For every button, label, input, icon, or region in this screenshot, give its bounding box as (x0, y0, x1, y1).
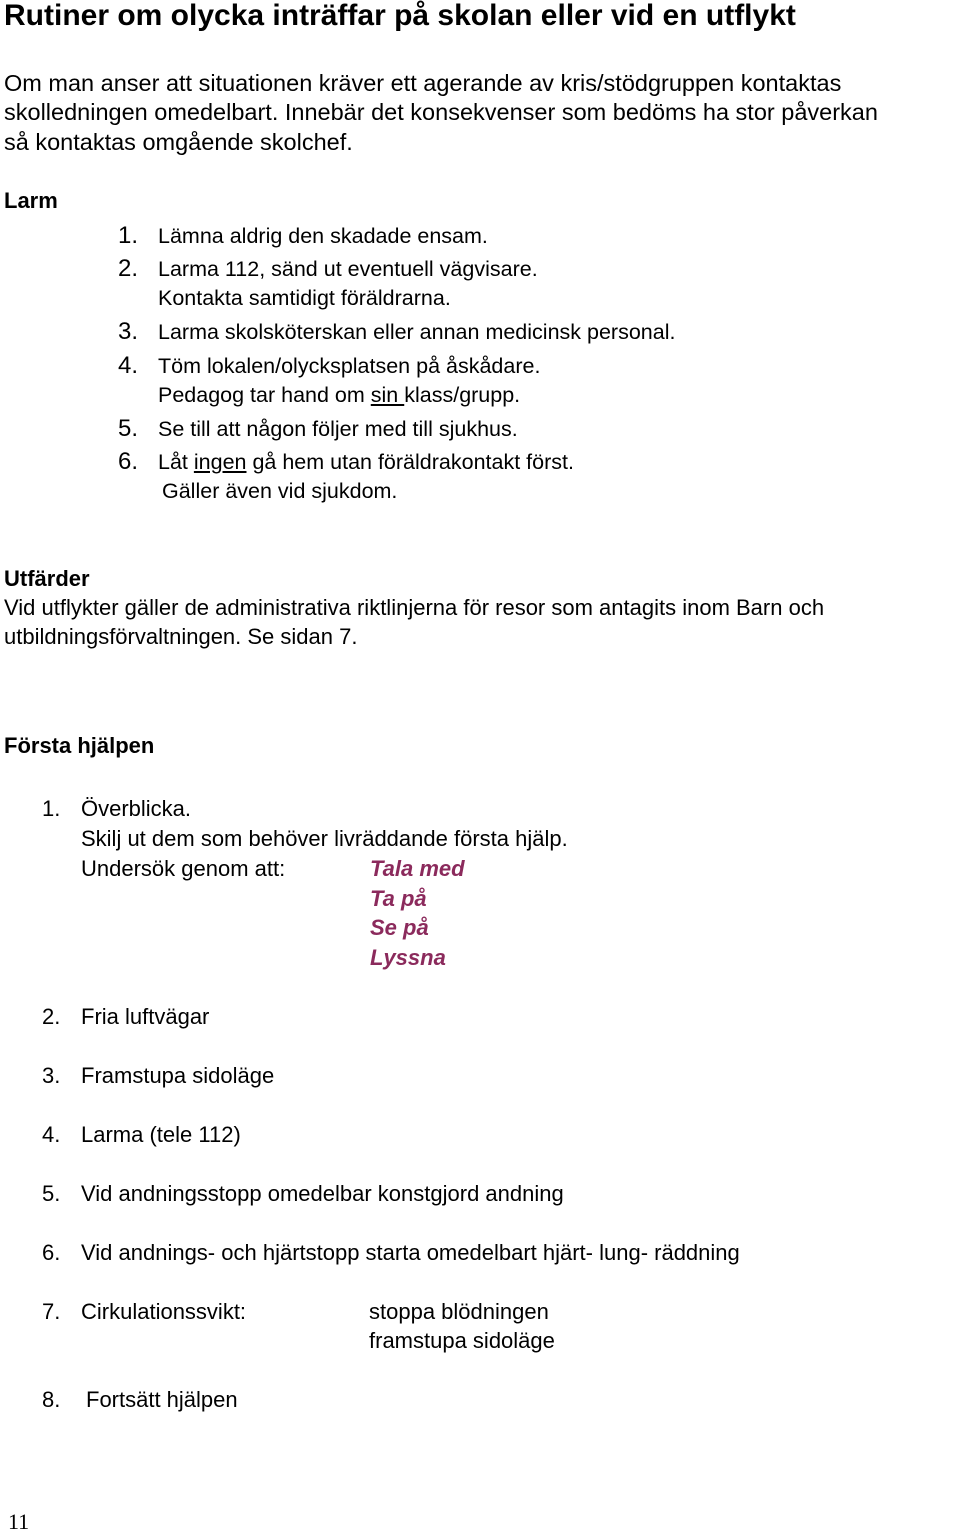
list-number: 5. (42, 1181, 61, 1206)
underlined-text: sin (370, 383, 405, 407)
page-number: 11 (8, 1509, 30, 1534)
list-number: 3. (42, 1063, 61, 1088)
list-number: 1. (42, 796, 61, 821)
list-item-continuation: Gäller även vid sjukdom. (162, 479, 398, 503)
intro-line: skolledningen omedelbart. Innebär det konsekvenser som bedöms ha stor påverkan (4, 99, 878, 125)
list-number: 2. (42, 1004, 61, 1029)
page-title: Rutiner om olycka inträffar på skolan eller vid en utflykt (4, 0, 796, 32)
list-item: Vid andningsstopp omedelbar konstgjord andning (81, 1181, 564, 1206)
check-step: Lyssna (370, 945, 446, 970)
intro-line: Om man anser att situationen kräver ett agerande av kris/stödgruppen kontaktas (4, 70, 842, 96)
list-number: 4. (118, 352, 139, 379)
list-number: 1. (118, 222, 139, 249)
list-item: Vid andnings- och hjärtstopp starta omedelbart hjärt- lung- räddning (81, 1240, 740, 1265)
list-number: 6. (42, 1240, 61, 1265)
list-item-continuation: Skilj ut dem som behöver livräddande första hjälp. (81, 826, 568, 851)
check-step: Ta på (370, 886, 427, 911)
paragraph-line: Vid utflykter gäller de administrativa riktlinjerna för resor som antagits inom Barn och (4, 595, 825, 620)
list-item: Larma 112, sänd ut eventuell vägvisare. (158, 257, 538, 281)
section-heading-forsta-hjalpen: Första hjälpen (4, 733, 155, 758)
list-item-continuation (158, 381, 520, 409)
list-item-continuation: Kontakta samtidigt föräldrarna. (158, 286, 451, 310)
list-item (158, 448, 574, 476)
list-item: Se till att någon följer med till sjukhus. (158, 417, 518, 441)
list-item: Cirkulationssvikt: (81, 1299, 247, 1324)
list-number: 4. (42, 1122, 61, 1147)
list-item: Framstupa sidoläge (81, 1063, 275, 1088)
intro-line: så kontaktas omgående skolchef. (4, 129, 353, 155)
list-item: Överblicka. (81, 796, 192, 821)
text-fragment: Låt (158, 450, 194, 474)
list-number: 6. (118, 448, 139, 475)
check-step: Tala med (370, 856, 465, 881)
list-item: Töm lokalen/olycksplatsen på åskådare. (158, 354, 541, 378)
check-step: Se på (370, 915, 429, 940)
section-heading-utfarder: Utfärder (4, 566, 90, 591)
paragraph-line: utbildningsförvaltningen. Se sidan 7. (4, 624, 358, 649)
text-fragment: gå hem utan föräldrakontakt först. (246, 450, 574, 474)
text-fragment: klass/grupp. (404, 383, 521, 407)
list-number: 5. (118, 415, 139, 442)
action-step: framstupa sidoläge (369, 1328, 555, 1353)
list-number: 8. (42, 1387, 61, 1412)
list-number: 2. (118, 255, 139, 282)
list-item: Lämna aldrig den skadade ensam. (158, 224, 488, 248)
text-fragment: Pedagog tar hand om (158, 383, 371, 407)
underlined-text: ingen (193, 450, 247, 474)
action-step: stoppa blödningen (369, 1299, 549, 1324)
section-heading-larm: Larm (4, 188, 58, 213)
list-item: Fria luftvägar (81, 1004, 210, 1029)
list-item: Larma (tele 112) (81, 1122, 241, 1147)
list-item: Fortsätt hjälpen (86, 1387, 238, 1412)
list-number: 3. (118, 318, 139, 345)
list-number: 7. (42, 1299, 61, 1324)
list-item-continuation: Undersök genom att: (81, 856, 286, 881)
list-item: Larma skolsköterskan eller annan medicinsk personal. (158, 320, 676, 344)
